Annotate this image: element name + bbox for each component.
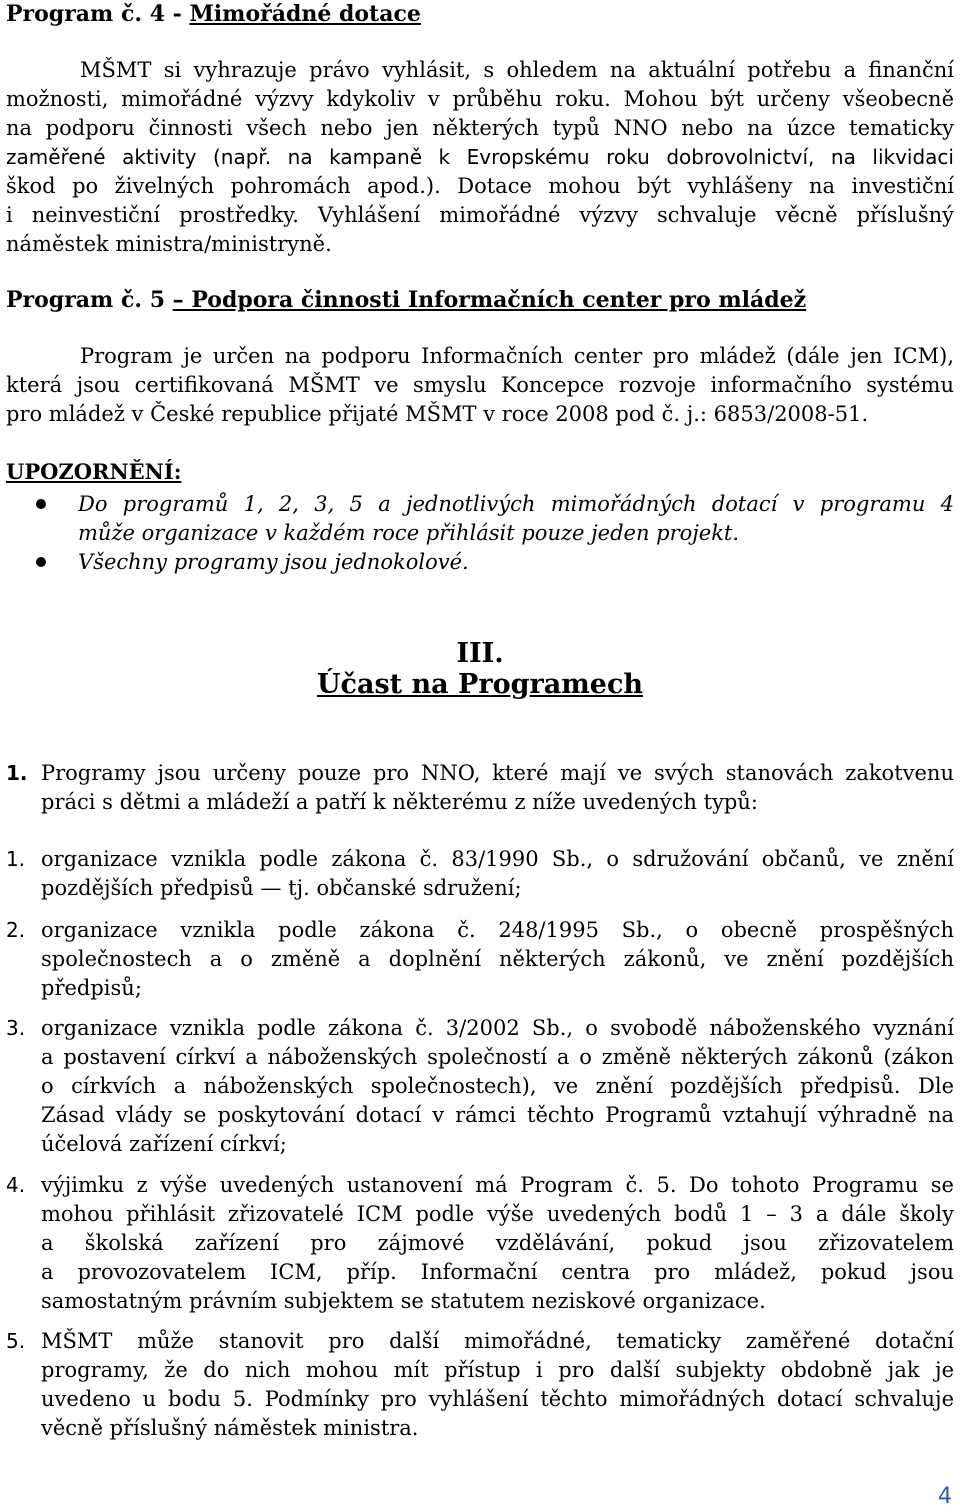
item2-line-3: předpisů; (41, 976, 142, 1000)
item3-number: 3. (6, 1016, 26, 1040)
item4-line-1: výjimku z výše uvedených ustanovení má Program č. 5. Do tohoto Programu se (41, 1173, 954, 1197)
intro-number: 1. (6, 761, 28, 785)
item3-line-4: Zásad vlády se poskytování dotací v rámci těchto Programů vztahují výhradně na (41, 1103, 954, 1127)
item1-number: 1. (6, 847, 26, 871)
item4-line-4: a provozovatelem ICM, příp. Informační centra pro mládež, pokud jsou (41, 1260, 954, 1284)
item1-line-2: pozdějších předpisů — tj. občanské sdružení; (41, 876, 522, 900)
notice-heading: UPOZORNĚNÍ: (6, 459, 182, 484)
bullet-dot-icon (36, 557, 46, 567)
item4-number: 4. (6, 1173, 26, 1197)
program4-line-4: zaměřené aktivity (např. na kampaně k Evropskému roku dobrovolnictví, na likvidaci (6, 145, 954, 169)
section-title: Účast na Programech (316, 669, 644, 700)
program4-title-link: Mimořádné dotace (189, 1, 421, 27)
program4-line-3: na podporu činnosti všech nebo jen některých typů NNO nebo na úzce tematicky (6, 116, 954, 140)
section-number: III. (456, 638, 504, 669)
item3-line-3: o církvích a náboženských společnostech), ve znění pozdějších předpisů. Dle (41, 1074, 954, 1098)
notice-bullet2: Všechny programy jsou jednokolové. (78, 550, 469, 574)
item5-line-1: MŠMT může stanovit pro další mimořádné, tematicky zaměřené dotační (41, 1329, 954, 1353)
item4-line-2: mohou přihlásit zřizovatelé ICM podle výše uvedených bodů 1 – 3 a dále školy (41, 1202, 954, 1226)
program5-heading (6, 286, 954, 315)
program4-line-7: náměstek ministra/ministryně. (6, 232, 332, 256)
item3-line-5: účelová zařízení církví; (41, 1132, 287, 1156)
item5-number: 5. (6, 1329, 26, 1353)
item5-line-4: věcně příslušný náměstek ministra. (41, 1416, 419, 1440)
item3-line-2: a postavení církví a náboženských společností a o změně některých zákonů (zákon (41, 1045, 954, 1069)
bullet-dot-icon (36, 499, 46, 509)
program5-line-1: Program je určen na podporu Informačních center pro mládež (dále jen ICM), (80, 344, 954, 368)
program5-line-2: která jsou certifikovaná MŠMT ve smyslu Koncepce rozvoje informačního systému (6, 373, 954, 397)
program4-line-2: možnosti, mimořádné výzvy kdykoliv v průběhu roku. Mohou být určeny všeobecně (6, 87, 954, 111)
item5-line-2: programy, že do nich mohou mít přístup i pro další subjekty obdobně jak je (41, 1358, 954, 1382)
program5-title-link: – Podpora činnosti Informačních center pro mládež (172, 287, 807, 313)
item1-line-1: organizace vznikla podle zákona č. 83/1990 Sb., o sdružování občanů, ve znění (41, 847, 954, 871)
item4-line-3: a školská zařízení pro zájmové vzdělávání, pokud jsou zřizovatelem (41, 1231, 954, 1255)
item2-number: 2. (6, 918, 26, 942)
program5-line-3: pro mládež v České republice přijaté MŠMT v roce 2008 pod č. j.: 6853/2008-51. (6, 402, 869, 426)
program4-heading (6, 0, 954, 29)
program4-title-prefix: Program č. 4 - (6, 1, 190, 27)
item4-line-5: samostatným právním subjektem se statutem neziskové organizace. (41, 1289, 766, 1313)
notice-bullet1-line1: Do programů 1, 2, 3, 5 a jednotlivých mimořádných dotací v programu 4 (78, 492, 954, 516)
item2-line-1: organizace vznikla podle zákona č. 248/1995 Sb., o obecně prospěšných (41, 918, 954, 942)
item3-line-1: organizace vznikla podle zákona č. 3/2002 Sb., o svobodě náboženského vyznání (41, 1016, 954, 1040)
page-number: 4 (938, 1484, 952, 1509)
intro-line-2: práci s dětmi a mládeží a patří k některému z níže uvedených typů: (41, 790, 758, 814)
item2-line-2: společnostech a o změně a doplnění některých zákonů, ve znění pozdějších (41, 947, 954, 971)
program4-line-6: i neinvestiční prostředky. Vyhlášení mimořádné výzvy schvaluje věcně příslušný (6, 203, 954, 227)
notice-bullet1-line2: může organizace v každém roce přihlásit pouze jeden projekt. (78, 521, 740, 545)
item5-line-3: uvedeno u bodu 5. Podmínky pro vyhlášení těchto mimořádných dotací schvaluje (41, 1387, 954, 1411)
program4-line-1: MŠMT si vyhrazuje právo vyhlásit, s ohledem na aktuální potřebu a finanční (80, 58, 954, 82)
program5-title-prefix: Program č. 5 (6, 287, 173, 313)
program4-line-5: škod po živelných pohromách apod.). Dotace mohou být vyhlášeny na investiční (6, 174, 954, 198)
intro-line-1: Programy jsou určeny pouze pro NNO, které mají ve svých stanovách zakotvenu (41, 761, 954, 785)
